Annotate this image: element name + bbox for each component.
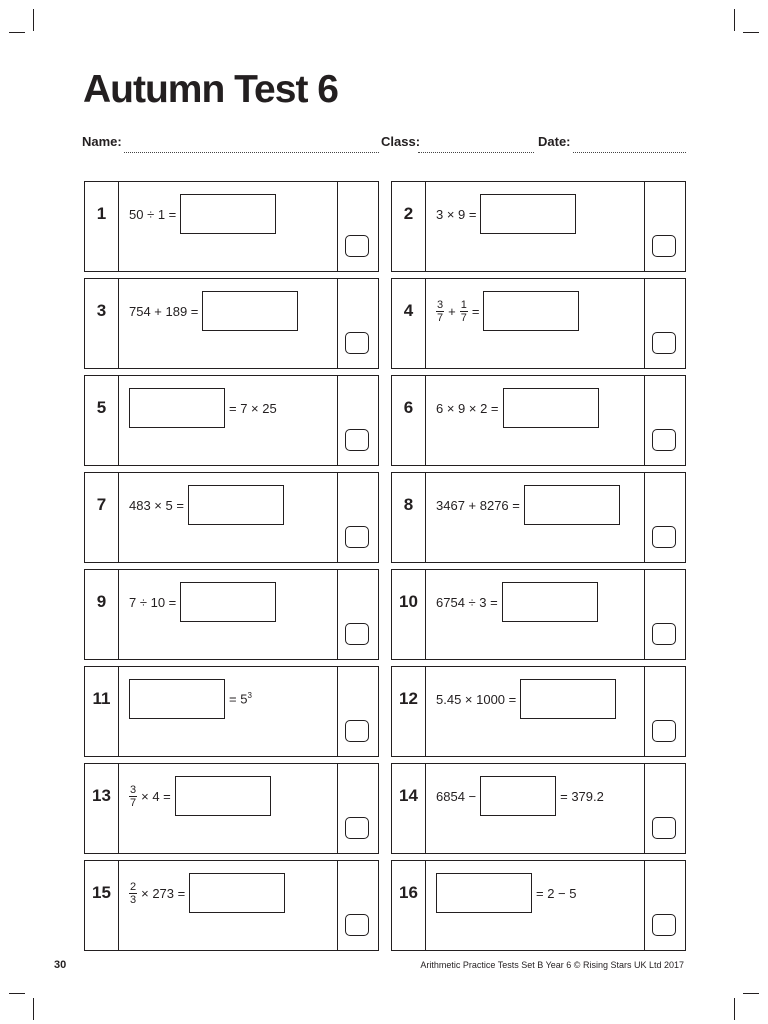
question-content xyxy=(129,279,329,343)
class-label: Class: xyxy=(381,134,421,149)
question-text: 7 ÷ 10 = xyxy=(129,594,177,610)
question-number: 16 xyxy=(392,861,426,950)
question-number: 2 xyxy=(392,182,426,271)
question-text: 3467 + 8276 = xyxy=(436,497,520,513)
mark-column xyxy=(337,667,378,756)
mark-box[interactable] xyxy=(345,720,369,742)
question-text xyxy=(229,691,252,706)
question-text: 50 ÷ 1 = xyxy=(129,206,177,222)
question-8 xyxy=(391,472,686,563)
question-text: 3 × 9 = xyxy=(436,206,477,222)
question-10 xyxy=(391,569,686,660)
answer-box[interactable] xyxy=(188,485,284,525)
question-text: = 7 × 25 xyxy=(229,400,277,416)
crop-mark-tr-h xyxy=(743,32,759,33)
mark-column xyxy=(644,279,685,368)
mark-box[interactable] xyxy=(345,817,369,839)
mark-column xyxy=(644,667,685,756)
crop-mark-tl-h xyxy=(9,32,25,33)
question-text: × 4 = xyxy=(141,788,171,804)
question-content xyxy=(436,473,636,537)
question-text: 6754 ÷ 3 = xyxy=(436,594,498,610)
question-text-after: = 379.2 xyxy=(560,788,604,804)
mark-column xyxy=(644,764,685,853)
question-content xyxy=(129,667,329,731)
question-content xyxy=(129,764,329,828)
answer-box[interactable] xyxy=(202,291,298,331)
page-title: Autumn Test 6 xyxy=(83,68,338,111)
question-14 xyxy=(391,763,686,854)
question-5 xyxy=(84,375,379,466)
question-9 xyxy=(84,569,379,660)
question-text: × 273 = xyxy=(141,885,186,901)
mark-column xyxy=(337,182,378,271)
question-content xyxy=(436,182,636,246)
question-4 xyxy=(391,278,686,369)
crop-mark-br-h xyxy=(743,993,759,994)
question-7 xyxy=(84,472,379,563)
mark-box[interactable] xyxy=(345,332,369,354)
answer-box[interactable] xyxy=(129,679,225,719)
answer-box[interactable] xyxy=(480,194,576,234)
answer-box[interactable] xyxy=(503,388,599,428)
question-content xyxy=(129,182,329,246)
mark-box[interactable] xyxy=(345,526,369,548)
question-number: 12 xyxy=(392,667,426,756)
fraction-denominator: 7 xyxy=(130,796,137,809)
mark-box[interactable] xyxy=(652,720,676,742)
fraction-numerator: 3 xyxy=(437,298,444,311)
fraction-denominator: 3 xyxy=(130,893,137,906)
crop-mark-tr-v xyxy=(734,9,735,31)
crop-mark-tl-v xyxy=(33,9,34,31)
question-content xyxy=(436,667,636,731)
question-content xyxy=(436,764,636,828)
crop-mark-bl-v xyxy=(33,998,34,1020)
answer-box[interactable] xyxy=(520,679,616,719)
question-13 xyxy=(84,763,379,854)
answer-box[interactable] xyxy=(483,291,579,331)
question-number: 14 xyxy=(392,764,426,853)
question-number: 8 xyxy=(392,473,426,562)
question-6 xyxy=(391,375,686,466)
class-field[interactable] xyxy=(418,152,534,153)
mark-box[interactable] xyxy=(345,914,369,936)
crop-mark-br-v xyxy=(734,998,735,1020)
mark-box[interactable] xyxy=(652,817,676,839)
question-3 xyxy=(84,278,379,369)
mark-column xyxy=(644,473,685,562)
mark-box[interactable] xyxy=(345,235,369,257)
fraction-1-7 xyxy=(460,299,468,324)
fraction-denominator: 7 xyxy=(437,311,444,324)
answer-box[interactable] xyxy=(180,582,276,622)
mark-box[interactable] xyxy=(652,429,676,451)
answer-box[interactable] xyxy=(180,194,276,234)
question-number: 4 xyxy=(392,279,426,368)
mark-column xyxy=(337,279,378,368)
question-content xyxy=(436,376,636,440)
question-1 xyxy=(84,181,379,272)
answer-box[interactable] xyxy=(129,388,225,428)
question-content xyxy=(129,861,329,925)
mark-column xyxy=(337,764,378,853)
fraction-2-3 xyxy=(129,881,137,906)
fraction-numerator: 3 xyxy=(130,783,137,796)
equation-text: = 5 xyxy=(229,691,248,707)
question-content xyxy=(436,861,636,925)
footer-copyright: Arithmetic Practice Tests Set B Year 6 © Rising Stars UK Ltd 2017 xyxy=(420,960,684,970)
fraction-numerator: 1 xyxy=(460,298,467,311)
question-text: 754 + 189 = xyxy=(129,303,199,319)
question-16 xyxy=(391,860,686,951)
question-text: 5.45 × 1000 = xyxy=(436,691,517,707)
fraction-3-7 xyxy=(129,784,137,809)
question-content xyxy=(129,570,329,634)
question-content xyxy=(129,473,329,537)
question-15 xyxy=(84,860,379,951)
question-content xyxy=(436,279,636,343)
answer-box[interactable] xyxy=(524,485,620,525)
equals-sign: = xyxy=(471,303,480,319)
mark-column xyxy=(337,570,378,659)
mark-box[interactable] xyxy=(652,235,676,257)
question-number: 6 xyxy=(392,376,426,465)
question-number: 15 xyxy=(85,861,119,950)
question-content xyxy=(436,570,636,634)
mark-box[interactable] xyxy=(345,623,369,645)
mark-box[interactable] xyxy=(345,429,369,451)
mark-box[interactable] xyxy=(652,623,676,645)
question-12 xyxy=(391,666,686,757)
answer-box[interactable] xyxy=(436,873,532,913)
question-number: 9 xyxy=(85,570,119,659)
mark-column xyxy=(337,861,378,950)
mark-column xyxy=(337,376,378,465)
question-number: 13 xyxy=(85,764,119,853)
question-content xyxy=(129,376,329,440)
question-number: 1 xyxy=(85,182,119,271)
question-number: 5 xyxy=(85,376,119,465)
name-field[interactable] xyxy=(124,152,379,153)
answer-box[interactable] xyxy=(189,873,285,913)
mark-column xyxy=(644,861,685,950)
question-number: 3 xyxy=(85,279,119,368)
fraction-numerator: 2 xyxy=(130,880,137,893)
mark-column xyxy=(644,376,685,465)
question-2 xyxy=(391,181,686,272)
mark-box[interactable] xyxy=(652,526,676,548)
exponent: 3 xyxy=(247,691,252,701)
mark-column xyxy=(644,570,685,659)
answer-box[interactable] xyxy=(502,582,598,622)
question-number: 11 xyxy=(85,667,119,756)
mark-box[interactable] xyxy=(652,914,676,936)
fraction-denominator: 7 xyxy=(460,311,467,324)
name-label: Name: xyxy=(82,134,122,149)
question-number: 7 xyxy=(85,473,119,562)
question-text-before: 6854 − xyxy=(436,788,477,804)
plus-operator: + xyxy=(448,303,456,319)
mark-column xyxy=(644,182,685,271)
date-label: Date: xyxy=(538,134,571,149)
answer-box[interactable] xyxy=(480,776,556,816)
mark-box[interactable] xyxy=(652,332,676,354)
answer-box[interactable] xyxy=(175,776,271,816)
question-text: 6 × 9 × 2 = xyxy=(436,400,499,416)
question-11 xyxy=(84,666,379,757)
crop-mark-bl-h xyxy=(9,993,25,994)
date-field[interactable] xyxy=(573,152,686,153)
question-text: 483 × 5 = xyxy=(129,497,184,513)
mark-column xyxy=(337,473,378,562)
fraction-3-7 xyxy=(436,299,444,324)
question-number: 10 xyxy=(392,570,426,659)
question-text: = 2 − 5 xyxy=(536,885,577,901)
page-number: 30 xyxy=(54,959,67,971)
